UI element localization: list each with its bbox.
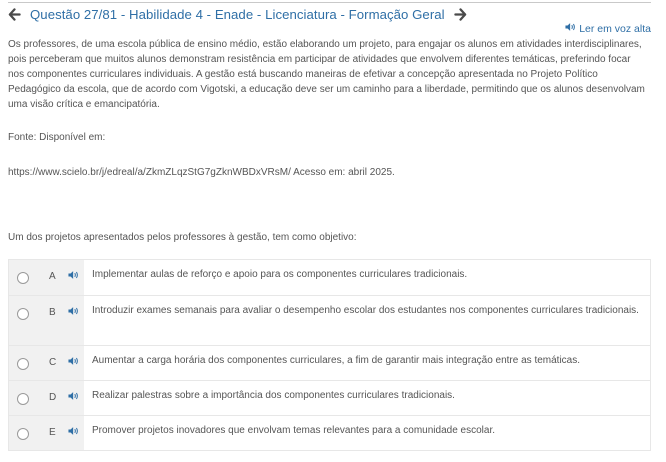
source-label: Fonte: Disponível em:: [8, 132, 106, 143]
speaker-icon[interactable]: [68, 306, 80, 317]
option-d-text[interactable]: Realizar palestras sobre a importância dos componentes curriculares tradicionais.: [84, 381, 650, 415]
speaker-icon[interactable]: [68, 391, 80, 402]
option-b-text[interactable]: Introduzir exames semanais para avaliar o desempenho escolar dos estudantes nos componentes curriculares tradicionais.: [84, 296, 650, 345]
option-b-letter: B: [49, 307, 56, 318]
option-c-letter: C: [49, 357, 57, 368]
speaker-icon[interactable]: [68, 426, 80, 437]
option-d-radio[interactable]: [17, 393, 29, 405]
option-c-radio[interactable]: [17, 358, 29, 370]
option-a[interactable]: [9, 260, 650, 295]
option-a-letter: A: [49, 271, 56, 282]
option-e-letter: E: [49, 427, 56, 438]
question-stem: Os professores, de uma escola pública de ensino médio, estão elaborando um projeto, para engajar os alunos em atividades interdisciplinares, pois perceberam que muitos alunos demonstram resistência em participar de atividades que envolvem diferentes temáticas, preferindo focar nos componentes curriculares individuais. A gestão está buscando maneiras de efetivar a concepção apresentada no Projeto Político Pedagógico da escola, que de acordo com Vigotski, a educação deve ser um caminho para a liberdade, permitindo que os alunos desenvolvam uma visão crítica e emancipatória.: [8, 39, 645, 110]
speaker-icon[interactable]: [68, 356, 80, 367]
option-e[interactable]: [9, 415, 650, 450]
option-e-text[interactable]: Promover projetos inovadores que envolvam temas relevantes para a comunidade escolar.: [84, 416, 650, 450]
read-aloud-label: Ler em voz alta: [579, 22, 651, 35]
speaker-icon[interactable]: [68, 270, 80, 281]
read-aloud-button[interactable]: [565, 22, 651, 35]
option-e-radio[interactable]: [17, 428, 29, 440]
option-b[interactable]: [9, 295, 650, 345]
question-header: [8, 5, 467, 23]
option-d-letter: D: [49, 392, 57, 403]
source-url: https://www.scielo.br/j/edreal/a/ZkmZLqzStG7gZknWBDxVRsM/ Acesso em: abril 2025.: [8, 167, 395, 178]
option-c-text[interactable]: Aumentar a carga horária dos componentes curriculares, a fim de garantir mais integração entre as temáticas.: [84, 346, 650, 380]
option-d[interactable]: [9, 380, 650, 415]
option-a-text[interactable]: Implementar aulas de reforço e apoio para os componentes curriculares tradicionais.: [84, 260, 650, 295]
answer-options: [8, 259, 651, 451]
option-b-radio[interactable]: [17, 308, 29, 320]
option-a-radio[interactable]: [17, 272, 29, 284]
question-title: Questão 27/81 - Habilidade 4 - Enade - Licenciatura - Formação Geral: [30, 6, 445, 22]
arrow-right-icon[interactable]: [454, 8, 467, 21]
arrow-left-icon[interactable]: [8, 8, 21, 21]
option-c[interactable]: [9, 345, 650, 380]
question-command: Um dos projetos apresentados pelos professores à gestão, tem como objetivo:: [8, 232, 357, 243]
speaker-icon: [565, 22, 576, 35]
top-divider: [8, 2, 651, 3]
